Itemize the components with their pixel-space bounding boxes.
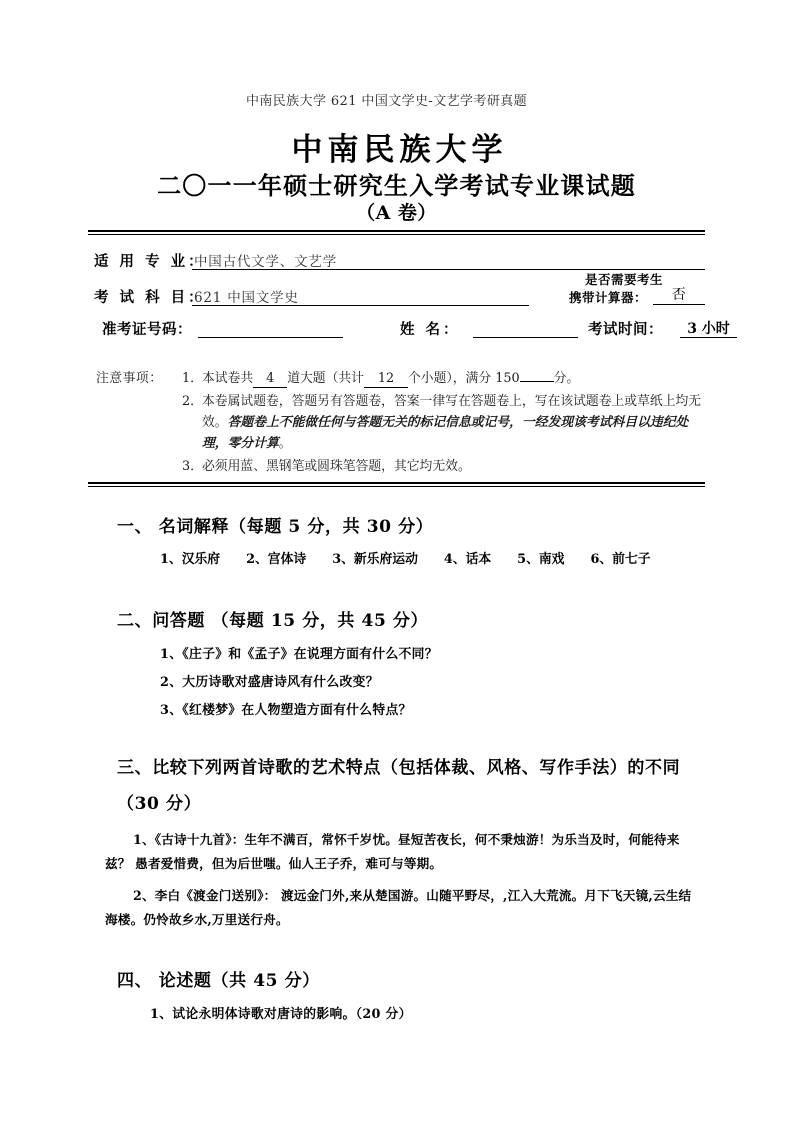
volume-label: （A 卷） bbox=[356, 202, 437, 224]
exam-info-block bbox=[88, 246, 730, 344]
term-item: 3、新乐府运动 bbox=[332, 552, 418, 567]
section-3-poem-2: 2、李白《渡金门送别》： 渡远金门外,来从楚国游。山随平野尽，,江入大荒流。月下飞天镜,云生结海楼。仍怜故乡水,万里送行舟。 bbox=[105, 888, 692, 927]
section-1-terms bbox=[160, 548, 690, 567]
calculator-label-line1: 是否需要考生 bbox=[584, 272, 663, 287]
name-field bbox=[473, 318, 578, 338]
notice-item-1 bbox=[182, 368, 705, 389]
info-row-subject bbox=[88, 272, 705, 314]
divider-top bbox=[88, 230, 705, 235]
section-4-question-1: 1、试论永明体诗歌对唐诗的影响。（20 分） bbox=[150, 1007, 412, 1022]
section-4-heading: 四、 论述题（共 45 分） bbox=[117, 971, 320, 991]
notice-1-part1: 本试卷共 bbox=[202, 371, 254, 386]
term-item: 5、南戏 bbox=[517, 552, 565, 567]
term-item: 2、宫体诗 bbox=[246, 552, 307, 567]
university-title: 中南民族大学 bbox=[291, 132, 508, 168]
major-field bbox=[192, 250, 705, 270]
info-row-candidate bbox=[88, 314, 730, 344]
notice-2-text bbox=[202, 391, 705, 454]
notice-1-part3: 个小题），满分 150 bbox=[407, 371, 520, 386]
duration-value: 3 小时 bbox=[680, 318, 737, 338]
subject-field bbox=[192, 286, 529, 306]
notice-1-blank-score bbox=[520, 381, 554, 382]
notice-2-emphasis: 答题卷上不能做任何与答题无关的标记信息或记号，一经发现该考试科目以违纪处理，零分计算 bbox=[202, 415, 689, 451]
section-1-heading: 一、 名词解释（每题 5 分，共 30 分） bbox=[117, 517, 434, 537]
section-2-question-3: 3、《红楼梦》在人物塑造方面有什么特点？ bbox=[160, 703, 412, 718]
notice-item-2 bbox=[182, 391, 705, 454]
duration-label: 考试时间： bbox=[588, 321, 663, 338]
notice-1-text bbox=[202, 368, 705, 389]
notice-2-normal-b: 。 bbox=[278, 436, 292, 451]
ticket-number-field bbox=[198, 318, 343, 338]
notices-heading: 注意事项： bbox=[96, 371, 163, 386]
subject-value: 621 中国文学史 bbox=[194, 290, 299, 306]
notice-1-blank-major: 4 bbox=[253, 371, 287, 388]
section-2-heading: 二、问答题 （每题 15 分，共 45 分） bbox=[117, 611, 429, 631]
calculator-value: 否 bbox=[653, 288, 705, 305]
calculator-notice bbox=[543, 272, 705, 305]
section-3-poem-1: 1、《古诗十九首》：生年不满百，常怀千岁忧。昼短苦夜长，何不秉烛游！为乐当及时，何能待来兹？ 愚者爱惜费，但为后世嗤。仙人王子乔，难可与等期。 bbox=[105, 832, 680, 871]
notice-3-number: 3． bbox=[182, 459, 203, 474]
section-3-heading: 三、比较下列两首诗歌的艺术特点（包括体裁、风格、写作手法）的不同（30 分） bbox=[117, 758, 681, 814]
notices-block bbox=[88, 368, 705, 479]
calculator-label-line2: 携带计算器： bbox=[568, 290, 647, 305]
divider-bottom bbox=[88, 482, 705, 487]
notice-1-blank-minor: 12 bbox=[364, 371, 408, 388]
section-2-question-1: 1、《庄子》和《孟子》在说理方面有什么不同？ bbox=[160, 647, 438, 662]
ticket-number-label: 准考证号码： bbox=[102, 321, 192, 338]
notice-1-part2: 道大题（共计 bbox=[287, 371, 364, 386]
notice-1-part4: 分。 bbox=[553, 371, 580, 386]
notice-2-normal-a: 本卷属试题卷，答题另有答题卷，答案一律写在答题卷上，写在该试题卷上或草纸上均无效。 bbox=[202, 394, 702, 430]
major-label: 适 用 专 业： bbox=[94, 253, 206, 270]
term-item: 6、前七子 bbox=[590, 552, 651, 567]
notice-item-3 bbox=[182, 456, 705, 477]
notice-3-text: 必须用蓝、黑钢笔或圆珠笔答题，其它均无效。 bbox=[202, 459, 471, 474]
notice-2-number: 2． bbox=[182, 394, 203, 409]
term-item: 1、汉乐府 bbox=[160, 552, 221, 567]
subject-label: 考 试 科 目： bbox=[94, 289, 206, 306]
exam-title: 二〇一一年硕士研究生入学考试专业课试题 bbox=[157, 171, 636, 200]
notice-1-number: 1． bbox=[182, 371, 203, 386]
name-label: 姓 名： bbox=[400, 321, 461, 338]
term-item: 4、话本 bbox=[443, 552, 492, 567]
running-header: 中南民族大学 621 中国文学史-文艺学考研真题 bbox=[245, 94, 528, 109]
section-2-question-2: 2、大历诗歌对盛唐诗风有什么改变？ bbox=[160, 675, 379, 690]
major-value: 中国古代文学、文艺学 bbox=[194, 254, 337, 270]
